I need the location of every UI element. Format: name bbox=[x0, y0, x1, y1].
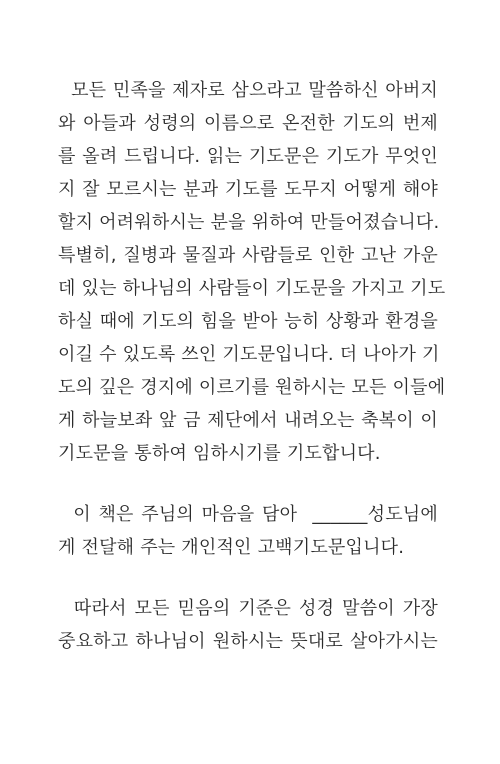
text-line: 지 잘 모르시는 분과 기도를 도무지 어떻게 해야 bbox=[58, 179, 438, 200]
text-line: 도의 깊은 경지에 이르기를 원하시는 모든 이들에 bbox=[58, 377, 446, 398]
text-line: 모든 민족을 제자로 삼으라고 말씀하신 아버지 bbox=[58, 80, 438, 101]
text-line: 하실 때에 기도의 힘을 받아 능히 상황과 환경을 bbox=[58, 311, 438, 332]
text-line: 와 아들과 성령의 이름으로 온전한 기도의 번제 bbox=[58, 113, 438, 134]
text-line: 기도문을 통하여 임하시기를 기도합니다. bbox=[58, 443, 381, 464]
paragraph-faith bbox=[58, 592, 438, 658]
text-line: 이 책은 주님의 마음을 담아 ______성도님에 bbox=[58, 504, 438, 525]
text-line: 이길 수 있도록 쓰인 기도문입니다. 더 나아가 기 bbox=[58, 344, 440, 365]
paragraph-dedication bbox=[58, 498, 438, 564]
text-line: 게 하늘보좌 앞 금 제단에서 내려오는 축복이 이 bbox=[58, 410, 438, 431]
text-line: 게 전달해 주는 개인적인 고백기도문입니다. bbox=[58, 537, 405, 558]
paragraph-intro bbox=[58, 74, 446, 470]
text-line: 를 올려 드립니다. 읽는 기도문은 기도가 무엇인 bbox=[58, 146, 438, 167]
text-line: 데 있는 하나님의 사람들이 기도문을 가지고 기도 bbox=[58, 278, 446, 299]
text-line: 따라서 모든 믿음의 기준은 성경 말씀이 가장 bbox=[58, 598, 438, 619]
text-line: 특별히, 질병과 물질과 사람들로 인한 고난 가운 bbox=[58, 245, 438, 266]
text-line: 할지 어려워하시는 분을 위하여 만들어졌습니다. bbox=[58, 212, 440, 233]
text-line: 중요하고 하나님이 원하시는 뜻대로 살아가시는 bbox=[58, 631, 438, 652]
document-page bbox=[58, 74, 446, 658]
